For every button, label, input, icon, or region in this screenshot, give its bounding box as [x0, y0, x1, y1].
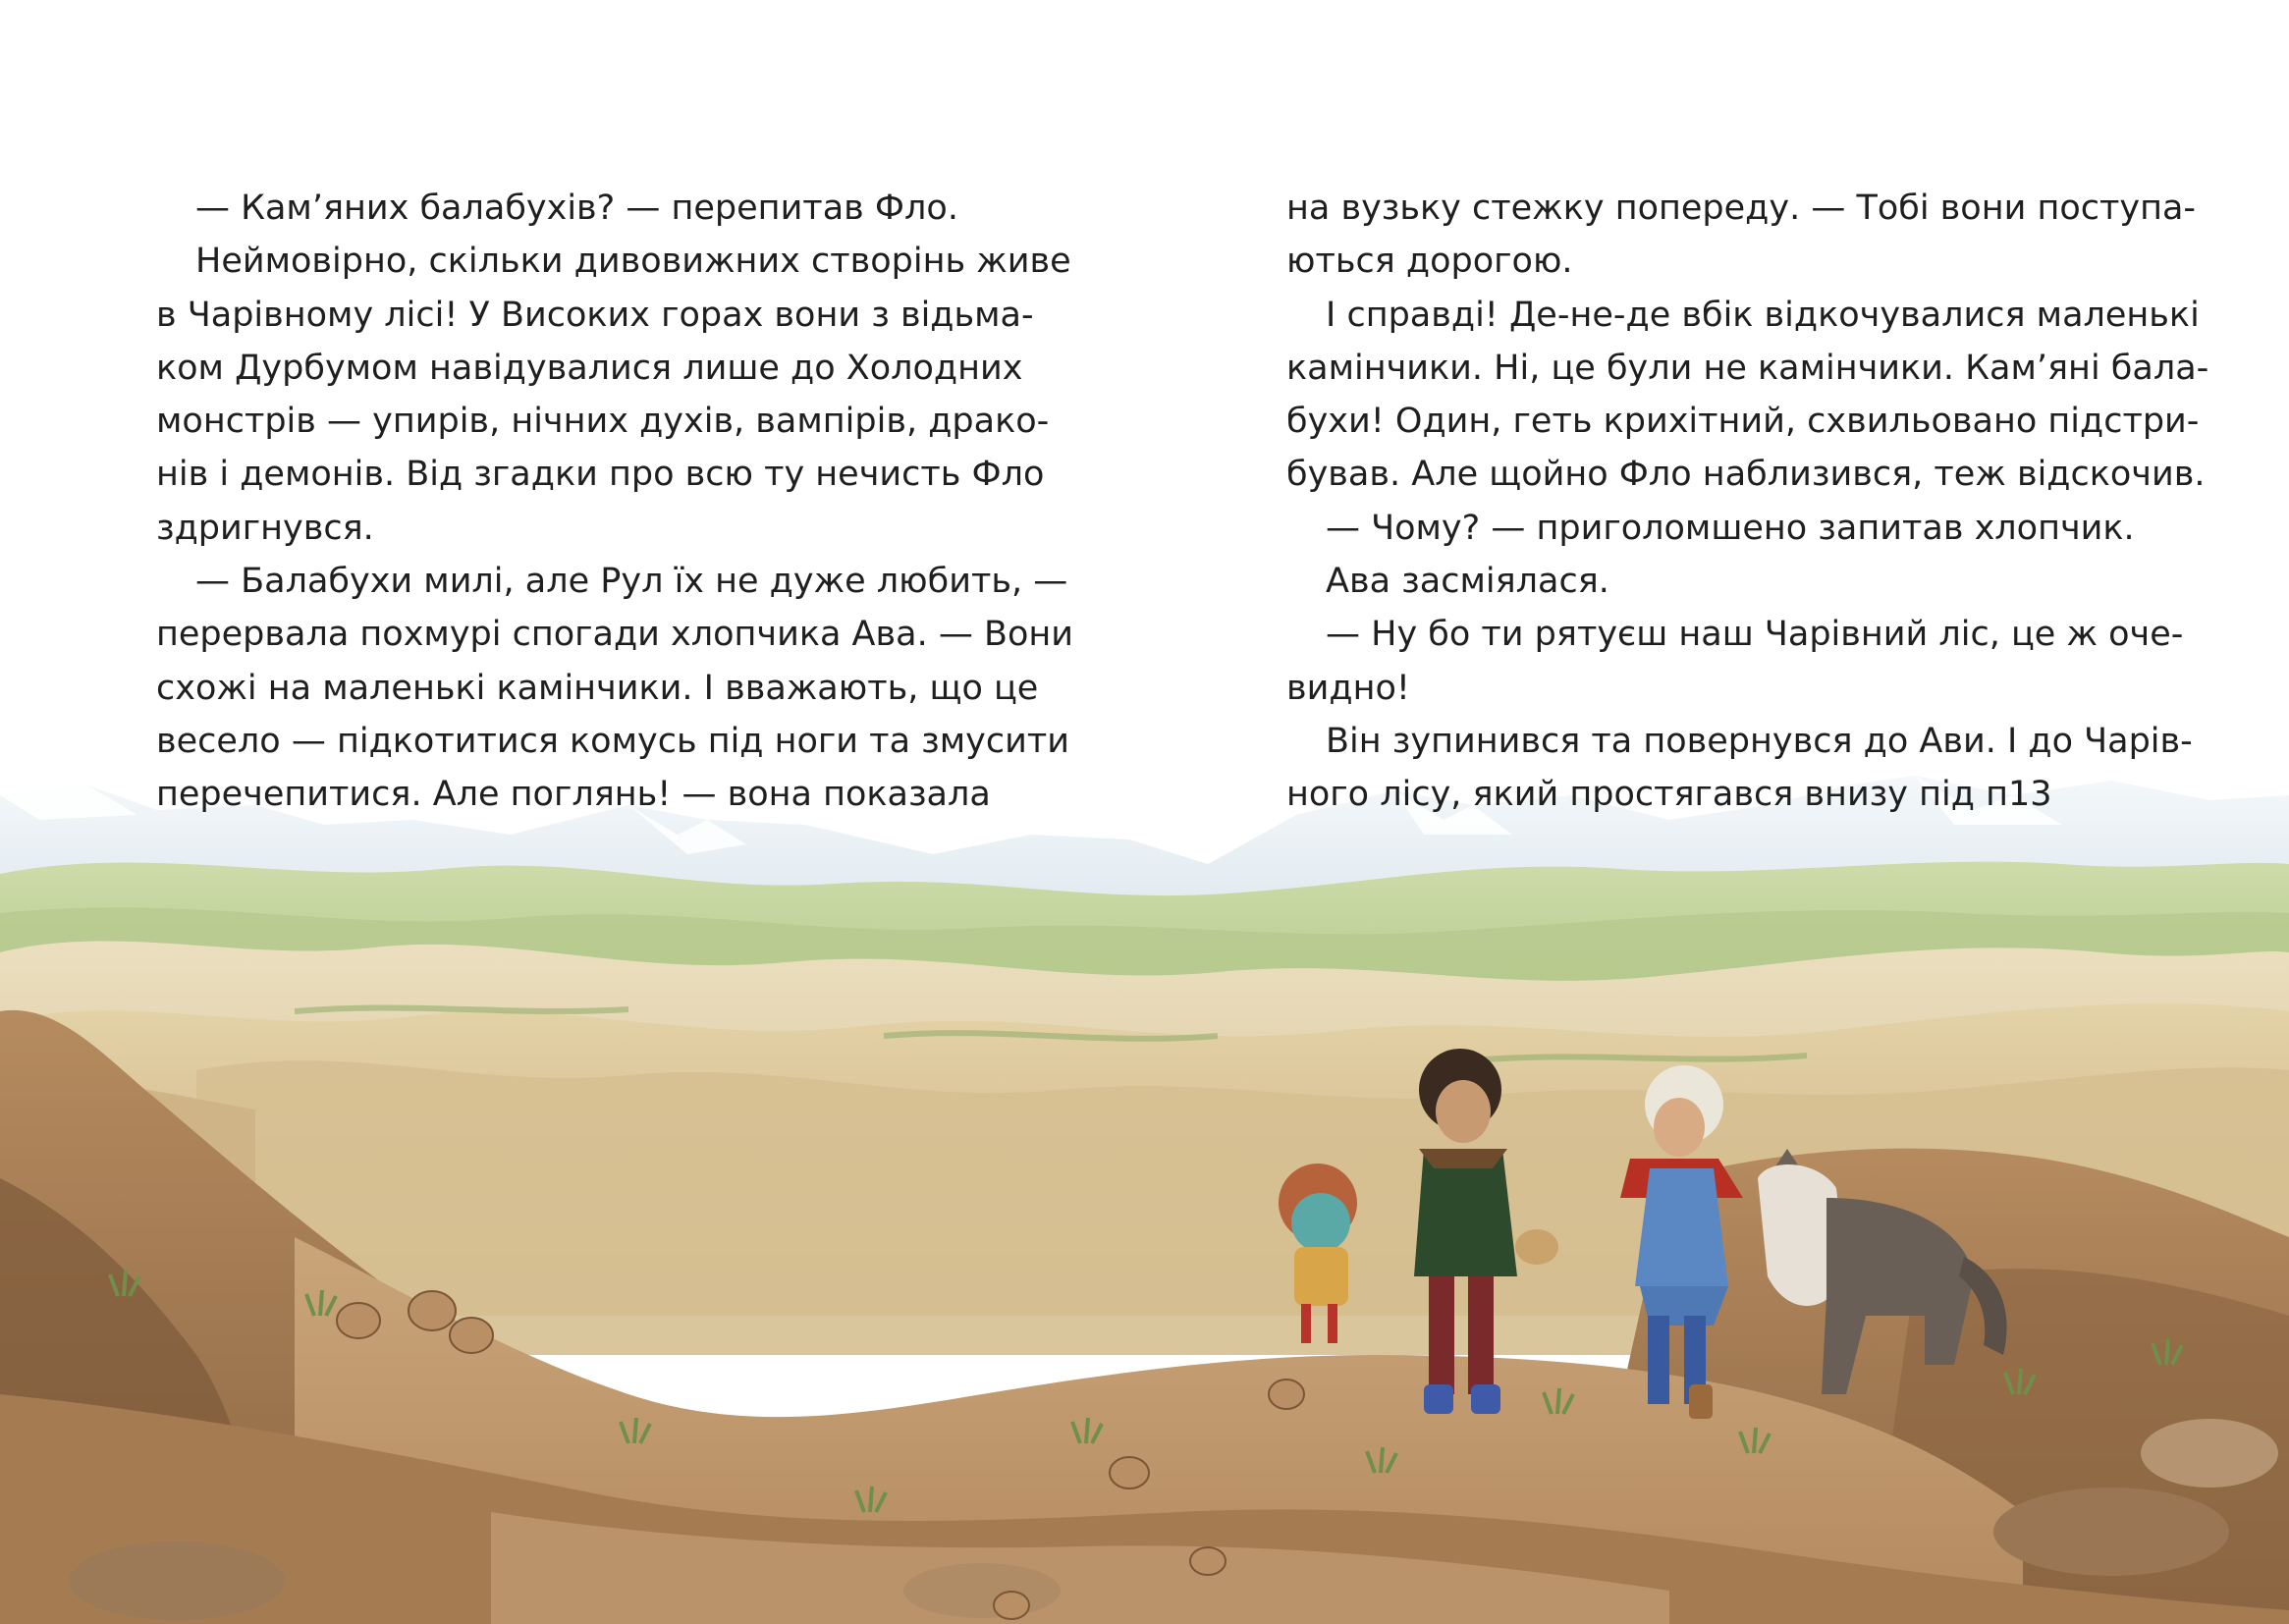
text-line: — Ну бо ти рятуєш наш Чарівний ліс, це ж оче-	[1326, 615, 2184, 655]
text-line: ного лісу, який простягався внизу під п13	[1286, 775, 2052, 815]
text-line: Ава засміялася.	[1326, 562, 1609, 602]
text-line: схожі на маленькі камінчики. І вважають, що це	[156, 668, 1039, 708]
text-line: перечепитися. Але поглянь! — вона показала	[156, 775, 991, 815]
text-line: — Балабухи милі, але Рул їх не дуже любить, —	[195, 562, 1068, 602]
text-line: ком Дурбумом навідувалися лише до Холодних	[156, 348, 1023, 388]
text-line: нів і демонів. Від згадки про всю ту нечисть Фло	[156, 455, 1045, 495]
text-line: перервала похмурі спогади хлопчика Ава. — Вони	[156, 615, 1074, 655]
landscape-svg	[0, 766, 2289, 1624]
text-line: — Кам’яних балабухів? — перепитав Фло.	[195, 189, 958, 228]
text-line: І справді! Де-не-де вбік відкочувалися маленькі	[1326, 295, 2200, 335]
text-line: камінчики. Ні, це були не камінчики. Кам’яні бала-	[1286, 348, 2209, 388]
text-line: бухи! Один, геть крихітний, схвильовано підстри-	[1286, 402, 2200, 442]
text-line: бував. Але щойно Фло наблизився, теж відскочив.	[1286, 455, 2206, 495]
right-text-column	[1286, 182, 2209, 822]
mountain-landscape-illustration	[0, 766, 2289, 1624]
text-line: Він зупинився та повернувся до Ави. І до Чарів-	[1326, 721, 2193, 761]
text-line: ються дорогою.	[1286, 242, 1573, 282]
text-line: на вузьку стежку попереду. — Тобі вони поступа-	[1286, 189, 2197, 228]
text-line: Неймовірно, скільки дивовижних створінь живе	[195, 242, 1071, 282]
text-line: видно!	[1286, 668, 1410, 708]
text-line: здригнувся.	[156, 508, 374, 548]
text-line: монстрів — упирів, нічних духів, вампірів, драко-	[156, 402, 1050, 442]
text-line: — Чому? — приголомшено запитав хлопчик.	[1326, 508, 2135, 548]
text-line: весело — підкотитися комусь під ноги та змусити	[156, 721, 1069, 761]
text-line: в Чарівному лісі! У Високих горах вони з відьма-	[156, 295, 1034, 335]
left-text-column	[156, 182, 1074, 822]
